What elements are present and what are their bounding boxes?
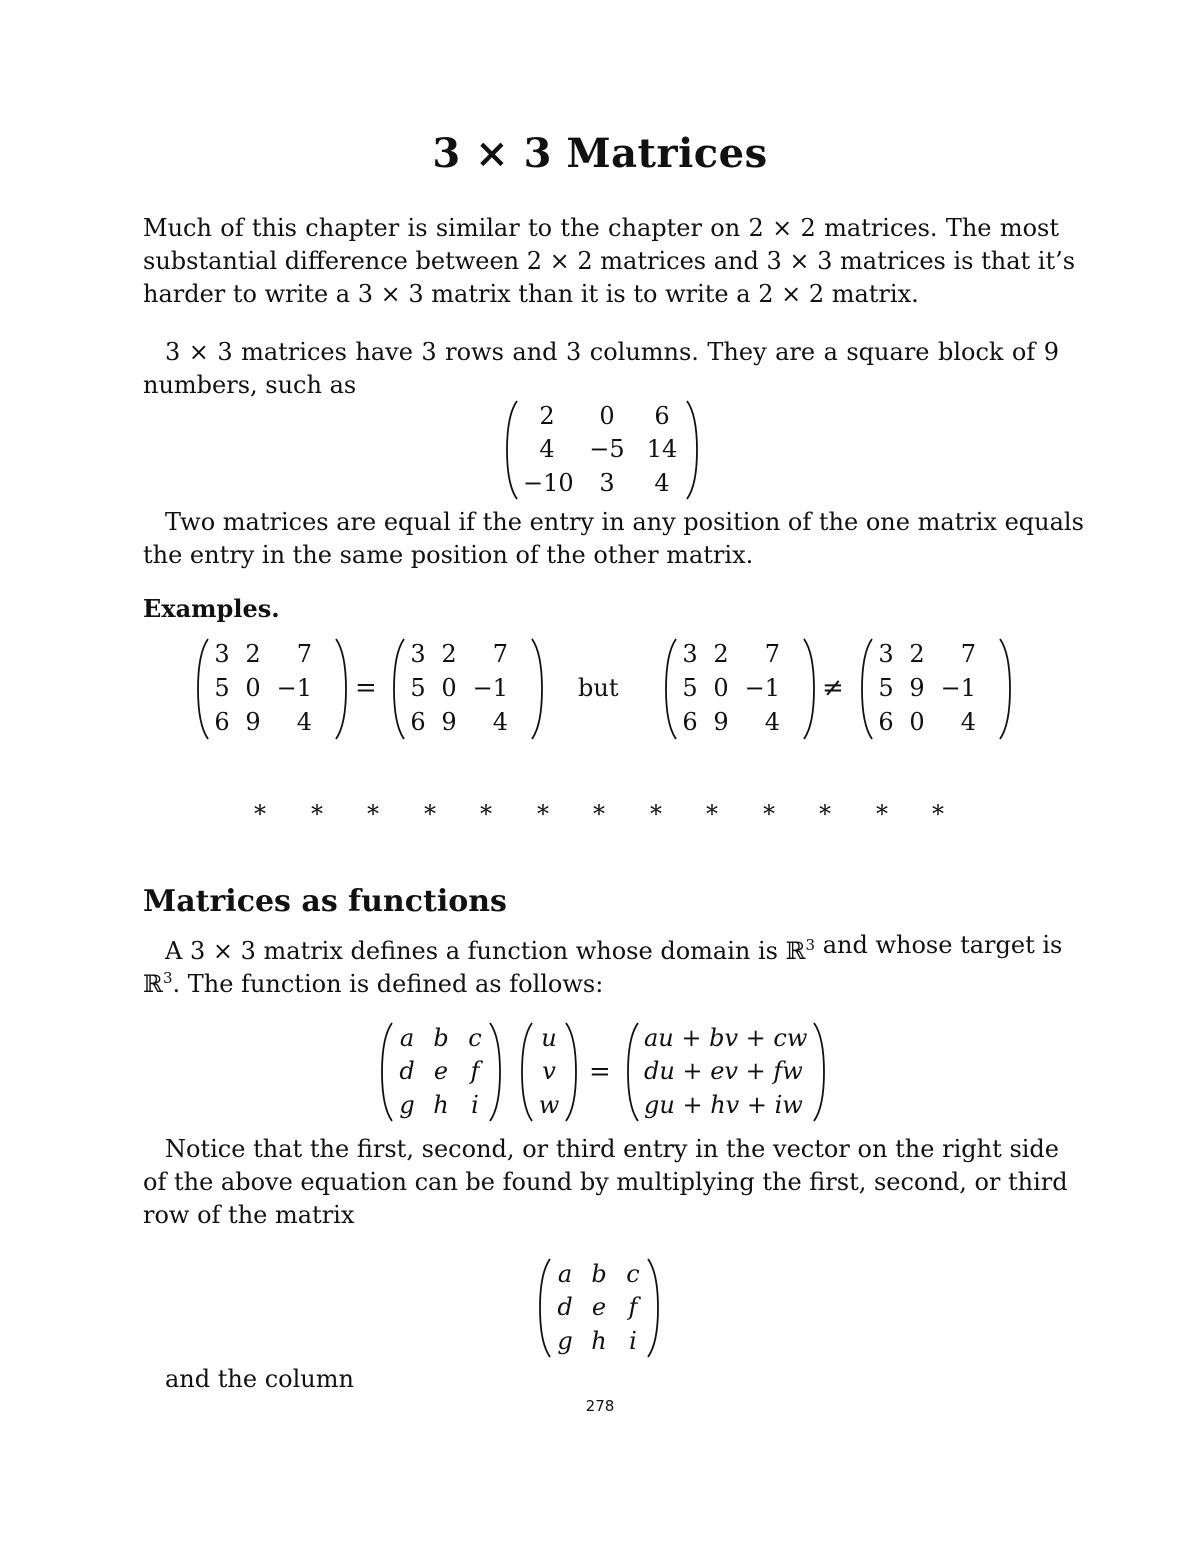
matrix-entry: 9 — [441, 708, 457, 736]
matrix-entry: 6 — [410, 708, 426, 736]
left-paren — [626, 1022, 640, 1122]
left-paren — [860, 638, 874, 740]
equals-sign: = — [589, 1057, 611, 1087]
matrix-entry: a — [557, 1260, 573, 1288]
rows-cols-paragraph — [165, 336, 1059, 369]
matrix-entry: 4 — [654, 468, 670, 497]
intro-line: Much of this chapter is similar to the chapter on 2 × 2 matrices. The most — [143, 214, 1059, 242]
matrix-entry: −10 — [523, 468, 574, 497]
notice-line: Notice that the first, second, or third entry in the vector on the right side — [165, 1135, 1059, 1163]
matrix-entry: 7 — [296, 640, 312, 668]
rows-cols-line: numbers, such as — [143, 371, 357, 399]
left-paren — [380, 1022, 394, 1122]
matrix-entry: −1 — [744, 674, 780, 702]
matrix-entry: 3 — [410, 640, 426, 668]
right-paren — [685, 400, 699, 500]
example-matrix — [505, 400, 699, 500]
matrix-entry: f — [470, 1057, 480, 1086]
left-paren — [196, 638, 210, 740]
matrix-entry: 0 — [713, 674, 729, 702]
matrix-entry: 0 — [245, 674, 261, 702]
matrix-entry: 9 — [245, 708, 261, 736]
matrix-grid — [519, 400, 685, 500]
vector-grid — [640, 1022, 812, 1122]
matrix-entry: c — [626, 1260, 640, 1288]
matrix-grid — [406, 638, 512, 740]
matrix-entry: 14 — [646, 435, 678, 464]
matrix-entry: −5 — [589, 435, 625, 464]
left-paren — [520, 1022, 534, 1122]
matrix-grid — [874, 638, 980, 740]
matrix-entry: h — [591, 1326, 607, 1355]
matrix-entry: 6 — [878, 708, 894, 736]
left-paren — [538, 1258, 552, 1358]
matrix-entry: 0 — [599, 402, 615, 430]
matrix-entry: i — [629, 1326, 637, 1355]
matrix-entry: 9 — [713, 708, 729, 736]
matrix-entry: 5 — [214, 674, 230, 702]
matrix-entry: 4 — [296, 708, 312, 736]
matrix-entry: 2 — [539, 402, 555, 430]
matrix-entry: 0 — [909, 708, 925, 736]
right-paren — [564, 1022, 578, 1122]
right-paren — [334, 638, 348, 740]
intro-paragraph — [143, 212, 1076, 311]
matrix-grid — [552, 1258, 646, 1358]
example-matrix-2 — [392, 638, 544, 740]
matrix-entry: −1 — [276, 674, 312, 702]
matrix-entry: e — [433, 1057, 449, 1086]
matrix-entry: 5 — [410, 674, 426, 702]
equality-line: Two matrices are equal if the entry in any position of the one matrix equals — [165, 508, 1084, 536]
right-paren — [802, 638, 816, 740]
page-title: 3 × 3 Matrices — [432, 130, 768, 177]
separator-star: * — [424, 800, 436, 828]
notice-line: row of the matrix — [143, 1201, 355, 1229]
section-heading: Matrices as functions — [143, 884, 507, 919]
page-number: 278 — [585, 1397, 615, 1415]
separator-star: * — [480, 800, 492, 828]
separator-star: * — [706, 800, 718, 828]
vector-entry: gu + hv + iw — [644, 1090, 803, 1119]
left-paren — [392, 638, 406, 740]
matrix-entry: 3 — [214, 640, 230, 668]
matrix-entry: b — [433, 1024, 449, 1052]
example-matrix-1 — [196, 638, 348, 740]
rows-cols-paragraph-cont — [143, 369, 1059, 402]
matrix-entry: i — [471, 1090, 479, 1119]
notice-paragraph-cont — [143, 1166, 1068, 1232]
matrix-entry: 6 — [654, 402, 670, 430]
vector-entry: u — [541, 1024, 557, 1052]
matrix-entry: 5 — [682, 674, 698, 702]
matrix-entry: 7 — [492, 640, 508, 668]
functions-line-text: A 3 × 3 matrix defines a function whose domain is ℝ$^3$ — [165, 936, 816, 965]
function-matrix — [380, 1022, 502, 1122]
matrix-entry: 0 — [441, 674, 457, 702]
separator-star: * — [763, 800, 775, 828]
matrix-entry: b — [591, 1260, 607, 1288]
matrix-entry: g — [557, 1326, 573, 1355]
matrix-entry: g — [399, 1090, 415, 1119]
separator-star: * — [254, 800, 266, 828]
vector-entry: du + ev + fw — [644, 1057, 803, 1086]
and-column-text: and the column — [165, 1365, 354, 1393]
right-paren — [998, 638, 1012, 740]
matrix-entry: −1 — [940, 674, 976, 702]
matrix-entry: a — [399, 1024, 415, 1052]
vector-entry: au + bv + cw — [644, 1024, 808, 1052]
result-vector — [626, 1022, 826, 1122]
separator-star: * — [819, 800, 831, 828]
separator-star: * — [650, 800, 662, 828]
matrix-entry: −1 — [472, 674, 508, 702]
matrix-entry: 4 — [492, 708, 508, 736]
matrix-entry: 2 — [713, 640, 729, 668]
but-word: but — [578, 674, 619, 702]
equality-line: the entry in the same position of the other matrix. — [143, 541, 754, 569]
right-paren — [488, 1022, 502, 1122]
separator-star: * — [367, 800, 379, 828]
matrix-entry: 2 — [441, 640, 457, 668]
separator-star: * — [311, 800, 323, 828]
vector-entry: v — [542, 1057, 556, 1086]
matrix-entry: f — [628, 1293, 638, 1322]
separator-star: * — [932, 800, 944, 828]
matrix-entry: 7 — [764, 640, 780, 668]
separator-star: * — [876, 800, 888, 828]
row-matrix — [538, 1258, 660, 1358]
matrix-grid — [210, 638, 316, 740]
separator-star: * — [537, 800, 549, 828]
matrix-entry: 3 — [682, 640, 698, 668]
equals-sign: = — [355, 673, 377, 703]
matrix-entry: d — [557, 1293, 573, 1322]
matrix-entry: 7 — [960, 640, 976, 668]
equality-paragraph — [165, 506, 1084, 539]
right-paren — [646, 1258, 660, 1358]
matrix-entry: 2 — [909, 640, 925, 668]
matrix-entry: 3 — [599, 468, 615, 497]
functions-line: ℝ$^3$. The function is defined as follows: — [143, 969, 604, 998]
examples-heading: Examples. — [143, 594, 280, 623]
functions-paragraph-cont — [143, 962, 1059, 1001]
functions-line-text: and whose target is — [815, 931, 1063, 959]
intro-line: harder to write a 3 × 3 matrix than it is to write a 2 × 2 matrix. — [143, 280, 919, 308]
vector-entry: w — [538, 1090, 560, 1119]
right-paren — [812, 1022, 826, 1122]
matrix-entry: 4 — [960, 708, 976, 736]
matrix-entry: 5 — [878, 674, 894, 702]
example-matrix-3 — [664, 638, 816, 740]
example-matrix-4 — [860, 638, 1012, 740]
matrix-entry: 4 — [539, 435, 555, 464]
separator-star: * — [593, 800, 605, 828]
left-paren — [505, 400, 519, 500]
matrix-grid — [678, 638, 784, 740]
matrix-entry: e — [591, 1293, 607, 1322]
intro-line: substantial difference between 2 × 2 matrices and 3 × 3 matrices is that it’s — [143, 247, 1076, 275]
matrix-entry: 3 — [878, 640, 894, 668]
matrix-entry: 6 — [214, 708, 230, 736]
not-equal-sign: ≠ — [822, 673, 844, 703]
matrix-entry: 9 — [909, 674, 925, 702]
input-vector — [520, 1022, 578, 1122]
matrix-entry: 4 — [764, 708, 780, 736]
rows-cols-line: 3 × 3 matrices have 3 rows and 3 columns. They are a square block of 9 — [165, 338, 1059, 366]
matrix-entry: d — [399, 1057, 415, 1086]
matrix-entry: 2 — [245, 640, 261, 668]
matrix-entry: 6 — [682, 708, 698, 736]
matrix-entry: c — [468, 1024, 482, 1052]
left-paren — [664, 638, 678, 740]
equality-paragraph-cont — [143, 539, 1059, 572]
vector-grid — [534, 1022, 564, 1122]
right-paren — [530, 638, 544, 740]
matrix-entry: h — [433, 1090, 449, 1119]
matrix-grid — [394, 1022, 488, 1122]
notice-line: of the above equation can be found by multiplying the first, second, or third — [143, 1168, 1068, 1196]
notice-paragraph — [165, 1133, 1059, 1166]
